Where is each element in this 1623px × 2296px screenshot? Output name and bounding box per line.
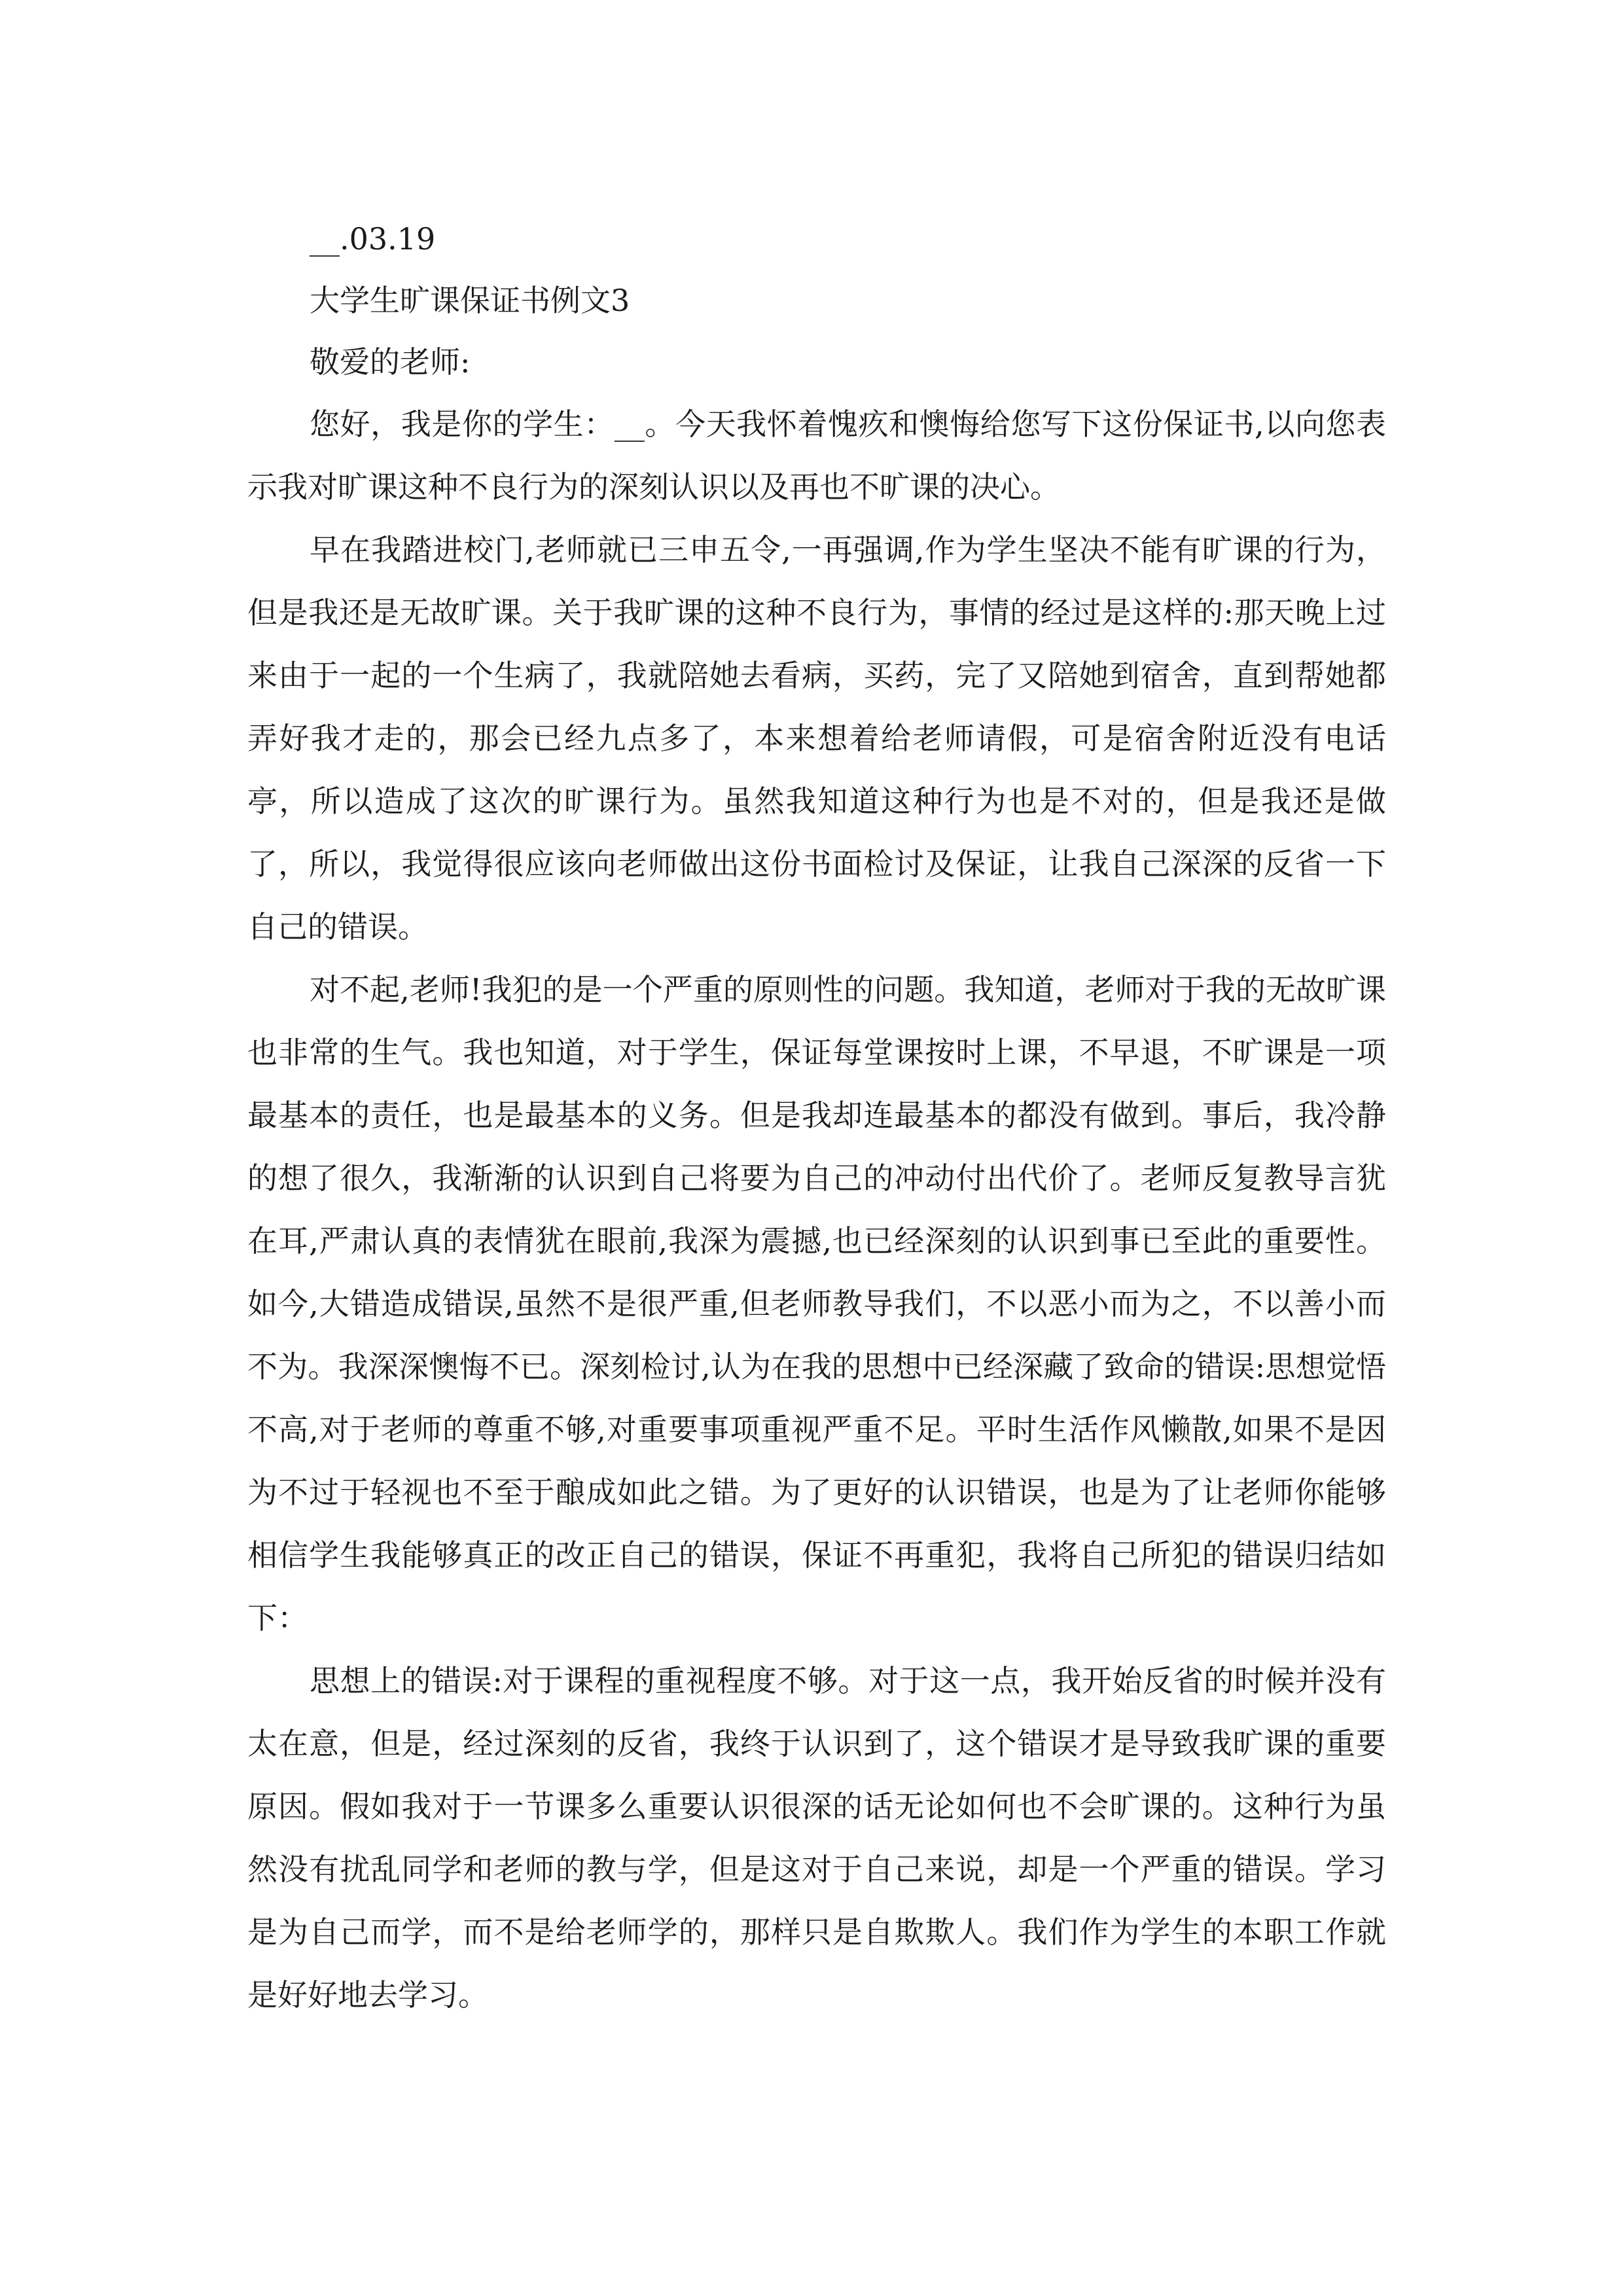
document-title: 大学生旷课保证书例文3 — [310, 283, 630, 318]
salutation: 敬爱的老师: — [310, 344, 471, 380]
document-date: __.03.19 — [310, 221, 436, 257]
document-body — [247, 208, 1386, 2026]
paragraph-apology: 对不起,老师!我犯的是一个严重的原则性的问题。我知道，老师对于我的无故旷课也非常的生气。我也知道，对于学生，保证每堂课按时上课，不早退，不旷课是一项最基本的责任，也是最基本的义务。但是我却连最基本的都没有做到。事后，我冷静的想了很久，我渐渐的认识到自己将要为自己的冲动付出代价了。老师反复教导言犹在耳,严肃认真的表情犹在眼前,我深为震撼,也已经深刻的认识到事已至此的重要性。如今,大错造成错误,虽然不是很严重,但老师教导我们，不以恶小而为之，不以善小而不为。我深深懊悔不已。深刻检讨,认为在我的思想中已经深藏了致命的错误:思想觉悟不高,对于老师的尊重不够,对重要事项重视严重不足。平时生活作风懒散,如果不是因为不过于轻视也不至于酿成如此之错。为了更好的认识错误，也是为了让老师你能够相信学生我能够真正的改正自己的错误，保证不再重犯，我将自己所犯的错误归结如下： — [247, 972, 1386, 1636]
paragraph-greeting: 您好，我是你的学生：__。今天我怀着愧疚和懊悔给您写下这份保证书,以向您表示我对旷课这种不良行为的深刻认识以及再也不旷课的决心。 — [247, 406, 1386, 505]
paragraph-reflection: 思想上的错误:对于课程的重视程度不够。对于这一点，我开始反省的时候并没有太在意，但是，经过深刻的反省，我终于认识到了，这个错误才是导致我旷课的重要原因。假如我对于一节课多么重要认识很深的话无论如何也不会旷课的。这种行为虽然没有扰乱同学和老师的教与学，但是这对于自己来说，却是一个严重的错误。学习是为自己而学，而不是给老师学的，那样只是自欺欺人。我们作为学生的本职工作就是好好地去学习。 — [247, 1663, 1386, 2013]
paragraph-incident: 早在我踏进校门,老师就已三申五令,一再强调,作为学生坚决不能有旷课的行为，但是我还是无故旷课。关于我旷课的这种不良行为，事情的经过是这样的:那天晚上过来由于一起的一个生病了，我就陪她去看病，买药，完了又陪她到宿舍，直到帮她都弄好我才走的，那会已经九点多了，本来想着给老师请假，可是宿舍附近没有电话亭，所以造成了这次的旷课行为。虽然我知道这种行为也是不对的，但是我还是做了，所以，我觉得很应该向老师做出这份书面检讨及保证，让我自己深深的反省一下自己的错误。 — [247, 532, 1386, 944]
